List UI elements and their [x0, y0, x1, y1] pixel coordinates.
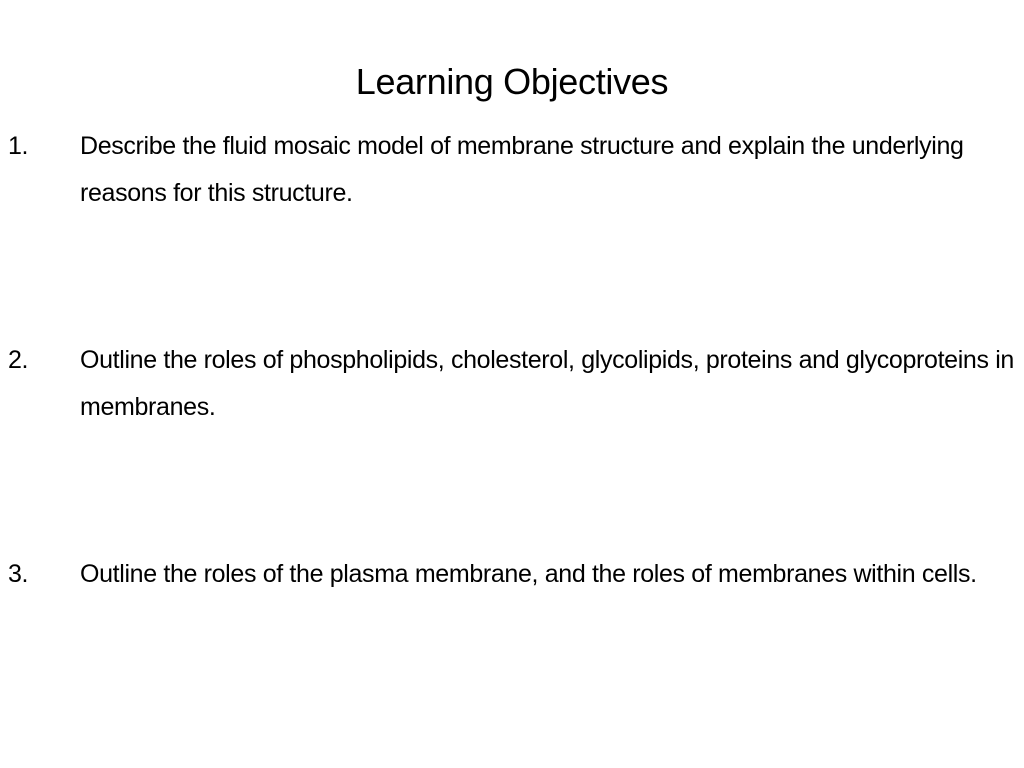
slide-title: Learning Objectives [355, 61, 669, 102]
objective-item-3 [8, 551, 1018, 598]
objective-text-1: Describe the fluid mosaic model of membrane structure and explain the underlying reasons for this structure. [80, 132, 964, 207]
objective-text-2: Outline the roles of phospholipids, cholesterol, glycolipids, proteins and glycoproteins in membranes. [80, 346, 1014, 421]
objective-item-1 [8, 123, 1018, 217]
objective-number-1: 1. [8, 132, 29, 160]
objective-text-3: Outline the roles of the plasma membrane, and the roles of membranes within cells. [80, 560, 977, 588]
objective-number-2: 2. [8, 346, 29, 374]
objective-number-3: 3. [8, 560, 29, 588]
objective-item-2 [8, 337, 1018, 431]
